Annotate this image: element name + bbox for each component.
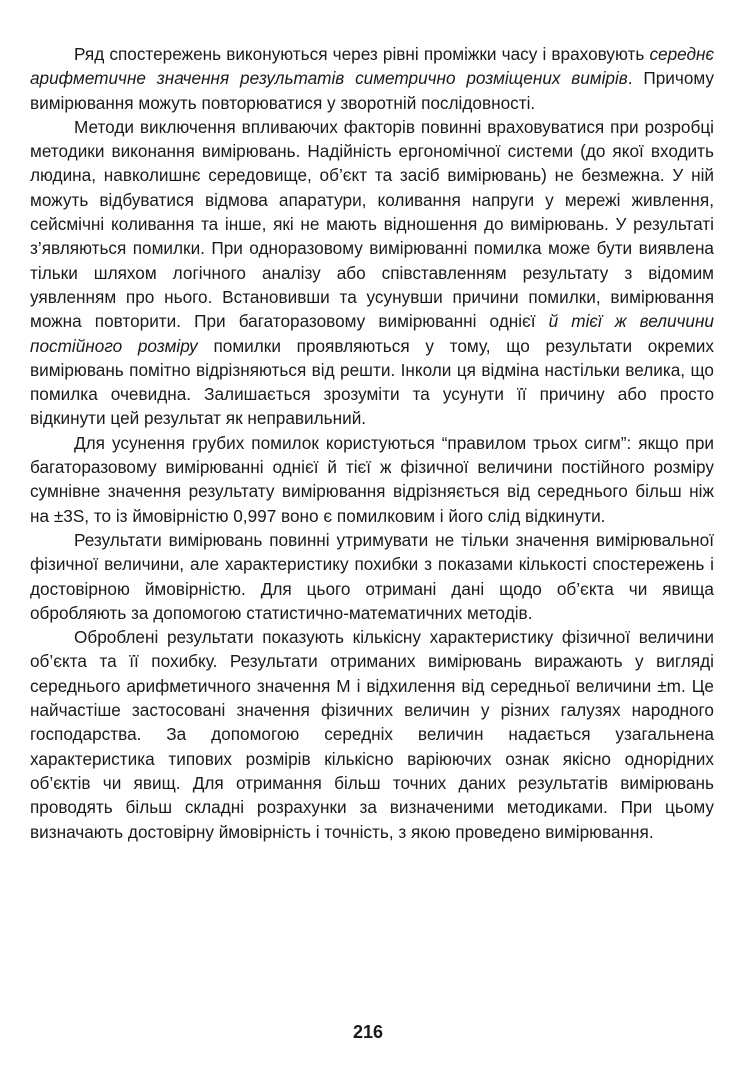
paragraph-3: [30, 431, 714, 528]
paragraph-2-italic-segment: й тієї ж величини постійного розміру: [30, 311, 714, 356]
body-text: [30, 42, 714, 844]
paragraph-2: [30, 115, 714, 431]
paragraph-2-segment-1: Методи виключення впливаючих факторів повинні враховуватися при розробці методики виконання вимірювань. Надійність ергономічної системи (до якої входить людина, навколишнє середовище, об’єкт та засіб вимірювань) не безмежна. У ній можуть відбуватися відмова апаратури, коливання напруги у мережі живлення, сейсмічні коливання та інше, які не мають відношення до вимірювань. У результаті з’являються помилки. При одноразовому вимірюванні помилка може бути виявлена тільки шляхом логічного аналізу або співставленням результату з відомим уявленням про нього. Встановивши та усунувши причини помилки, вимірювання можна повторити. При багаторазовому вимірюванні однієї: [30, 116, 714, 332]
paragraph-5: [30, 625, 714, 844]
paragraph-4-segment-1: Результати вимірювань повинні утримувати не тільки значення вимірювальної фізичної величини, але характеристику похибки з показами кількості спостережень і достовірною ймовірністю. Для цього отримані дані щодо об’єкта чи явища обробляють за допомогою статистично-математичних методів.: [30, 529, 714, 623]
paragraph-1-italic-segment: середнє арифметичне значення результатів симетрично розміщених вимірів: [30, 44, 714, 89]
page-number: 216: [352, 1022, 384, 1042]
paragraph-4: [30, 528, 714, 625]
paragraph-3-segment-1: Для усунення грубих помилок користуються “правилом трьох сигм”: якщо при багаторазовому вимірюванні однієї й тієї ж фізичної величини постійного розміру сумнівне значення результату вимірювання відрізняється від середнього більш ніж на ±3S, то із ймовірністю 0,997 воно є помилковим і його слід відкинути.: [30, 432, 714, 526]
paragraph-2-segment-3: помилки проявляються у тому, що результати окремих вимірювань помітно відрізняються від решти. Інколи ця відміна настільки велика, що помилка очевидна. Залишається зрозуміти та усунути її причину або просто відкинути цей результат як неправильний.: [30, 335, 714, 429]
paragraph-5-segment-1: Оброблені результати показують кількісну характеристику фізичної величини об’єкта та її похибку. Результати отриманих вимірювань виражають у вигляді середнього арифметичного значення M і відхилення від середньої величини ±m. Це найчастіше застосовані значення фізичних величин у різних галузях народного господарства. За допомогою середніх величин надається узагальнена характеристика типових розмірів кількісно варіюючих ознак якісно однорідних об’єктів чи явищ. Для отримання більш точних даних результатів вимірювань проводять більш складні розрахунки за визначеними методиками. При цьому визначають достовірну ймовірність і точність, з якою проведено вимірювання.: [30, 627, 714, 842]
paragraph-1-segment-3: . Причому вимірювання можуть повторюватися у зворотній послідовності.: [30, 68, 714, 113]
paragraph-1: [30, 42, 714, 115]
paragraph-1-segment-1: Ряд спостережень виконуються через рівні проміжки часу і враховують: [74, 44, 650, 64]
